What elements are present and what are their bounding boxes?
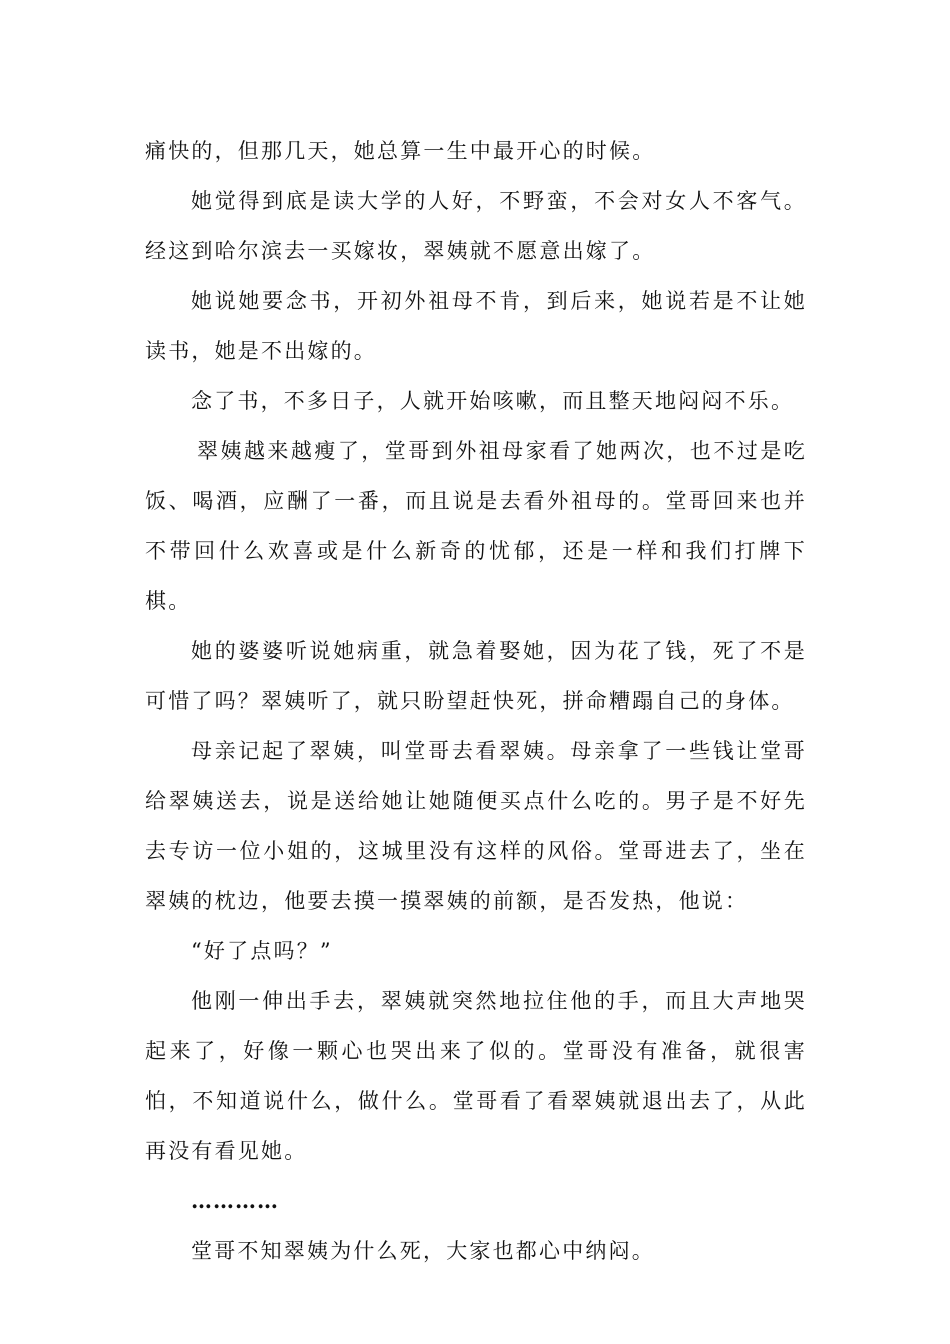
paragraph-6: 她的婆婆听说她病重，就急着娶她，因为花了钱，死了不是可惜了吗？翠姨听了，就只盼望赶快死，拼命糟蹋自己的身体。 — [145, 639, 807, 713]
paragraph-7: 母亲记起了翠姨，叫堂哥去看翠姨。母亲拿了一些钱让堂哥给翠姨送去，说是送给她让她随便买点什么吃的。男子是不好先去专访一位小姐的，这城里没有这样的风俗。堂哥进去了，坐在翠姨的枕边，他要去摸一摸翠姨的前额，是否发热，他说： — [145, 739, 807, 913]
paragraph-2: 她觉得到底是读大学的人好，不野蛮，不会对女人不客气。经这到哈尔滨去一买嫁妆，翠姨就不愿意出嫁了。 — [145, 189, 807, 263]
paragraph-4: 念了书，不多日子，人就开始咳嗽，而且整天地闷闷不乐。 — [191, 389, 795, 413]
paragraph-1: 痛快的，但那几天，她总算一生中最开心的时候。 — [145, 139, 656, 163]
paragraph-9: 他刚一伸出手去，翠姨就突然地拉住他的手，而且大声地哭起来了，好像一颗心也哭出来了似的。堂哥没有准备，就很害怕，不知道说什么，做什么。堂哥看了看翠姨就退出去了，从此再没有看见她。 — [145, 989, 807, 1163]
paragraph-10: 堂哥不知翠姨为什么死，大家也都心中纳闷。 — [191, 1239, 655, 1263]
paragraph-3: 她说她要念书，开初外祖母不肯，到后来，她说若是不让她读书，她是不出嫁的。 — [145, 289, 807, 363]
document-page — [145, 126, 807, 1276]
paragraph-8-quote: “好了点吗？” — [191, 939, 333, 963]
paragraph-5: 翠姨越来越瘦了，堂哥到外祖母家看了她两次，也不过是吃饭、喝酒，应酬了一番，而且说是去看外祖母的。堂哥回来也并不带回什么欢喜或是什么新奇的忧郁，还是一样和我们打牌下棋。 — [145, 439, 807, 613]
ellipsis-separator: ………… — [191, 1188, 279, 1213]
